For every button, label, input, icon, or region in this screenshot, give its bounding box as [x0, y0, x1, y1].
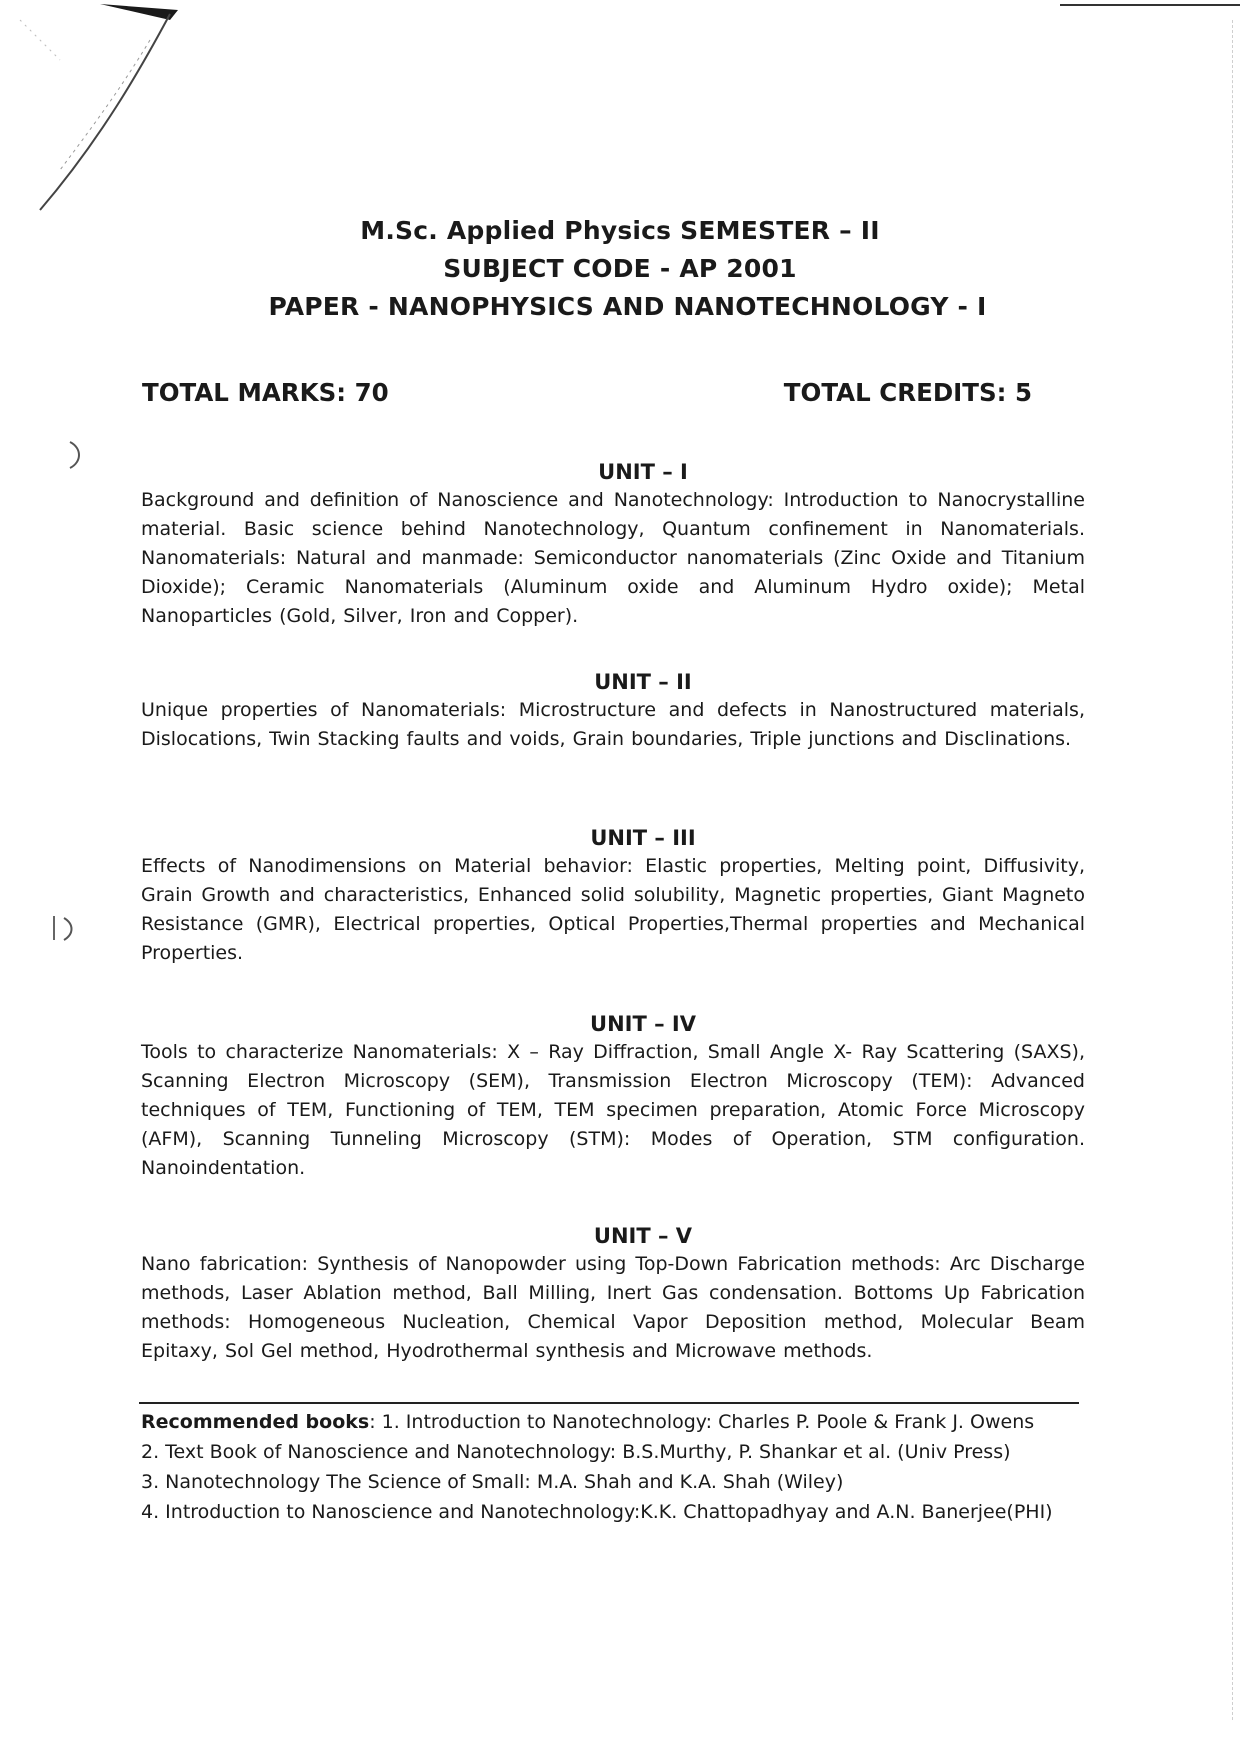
unit-title: UNIT – II [594, 670, 692, 694]
total-marks: TOTAL MARKS: 70 [142, 378, 389, 407]
book-item-4: 4. Introduction to Nanoscience and Nanotechnology:K.K. Chattopadhyay and A.N. Banerjee(PHI) [141, 1501, 1053, 1523]
unit-section-4 [141, 1010, 1085, 1183]
unit-title: UNIT – III [590, 826, 696, 850]
unit-body: Effects of Nanodimensions on Material behavior: Elastic properties, Melting point, Diffusivity, Grain Growth and characteristics, Enhanced solid solubility, Magnetic properties, Giant Magneto Resistance (GMR), Electrical properties, Optical Properties,Thermal properties and Mechanical Properties. [141, 855, 1085, 964]
total-credits: TOTAL CREDITS: 5 [783, 378, 1032, 407]
section-divider [139, 1402, 1079, 1404]
scan-top-right-line [1060, 4, 1240, 6]
paper-title: PAPER - NANOPHYSICS AND NANOTECHNOLOGY - I [268, 292, 987, 321]
scan-corner-mark [0, 0, 200, 230]
unit-body: Unique properties of Nanomaterials: Microstructure and defects in Nanostructured materials, Dislocations, Twin Stacking faults and voids, Grain boundaries, Triple junctions and Disclinations. [141, 699, 1085, 750]
book-item-3: 3. Nanotechnology The Science of Small: M.A. Shah and K.A. Shah (Wiley) [141, 1471, 844, 1493]
unit-section-2 [141, 668, 1085, 754]
subject-code: SUBJECT CODE - AP 2001 [443, 254, 797, 283]
punch-hole-mark-2 [46, 910, 86, 950]
unit-body: Nano fabrication: Synthesis of Nanopowder using Top-Down Fabrication methods: Arc Discharge methods, Laser Ablation method, Ball Milling, Inert Gas condensation. Bottoms Up Fabrication methods: Homogeneous Nucleation, Chemical Vapor Deposition method, Molecular Beam Epitaxy, Sol Gel method, Hyodrothermal synthesis and Microwave methods. [141, 1253, 1085, 1362]
punch-hole-mark-1 [52, 436, 92, 476]
book-item-1 [141, 1407, 1101, 1437]
unit-section-1 [141, 458, 1085, 631]
unit-title: UNIT – I [598, 460, 688, 484]
unit-body: Background and definition of Nanoscience and Nanotechnology: Introduction to Nanocrystalline material. Basic science behind Nanotechnology, Quantum confinement in Nanomaterials. Nanomaterials: Natural and manmade: Semiconductor nanomaterials (Zinc Oxide and Titanium Dioxide); Ceramic Nanomaterials (Aluminum oxide and Aluminum Hydro oxide); Metal Nanoparticles (Gold, Silver, Iron and Copper). [141, 489, 1085, 627]
program-semester-title: M.Sc. Applied Physics SEMESTER – II [360, 216, 880, 245]
unit-title: UNIT – IV [590, 1012, 696, 1036]
book-item-2: 2. Text Book of Nanoscience and Nanotechnology: B.S.Murthy, P. Shankar et al. (Univ Press) [141, 1441, 1011, 1463]
recommended-books [141, 1407, 1101, 1527]
books-label: Recommended books [141, 1411, 370, 1433]
unit-section-3 [141, 824, 1085, 968]
book-text-1: : 1. Introduction to Nanotechnology: Charles P. Poole & Frank J. Owens [369, 1411, 1035, 1433]
unit-section-5 [141, 1222, 1085, 1366]
unit-title: UNIT – V [593, 1224, 693, 1248]
unit-body: Tools to characterize Nanomaterials: X – Ray Diffraction, Small Angle X- Ray Scattering (SAXS), Scanning Electron Microscopy (SEM), Transmission Electron Microscopy (TEM): Advanced techniques of TEM, Functioning of TEM, TEM specimen preparation, Atomic Force Microscopy (AFM), Scanning Tunneling Microscopy (STM): Modes of Operation, STM configuration. Nanoindentation. [141, 1041, 1085, 1179]
document-header [0, 212, 1240, 326]
